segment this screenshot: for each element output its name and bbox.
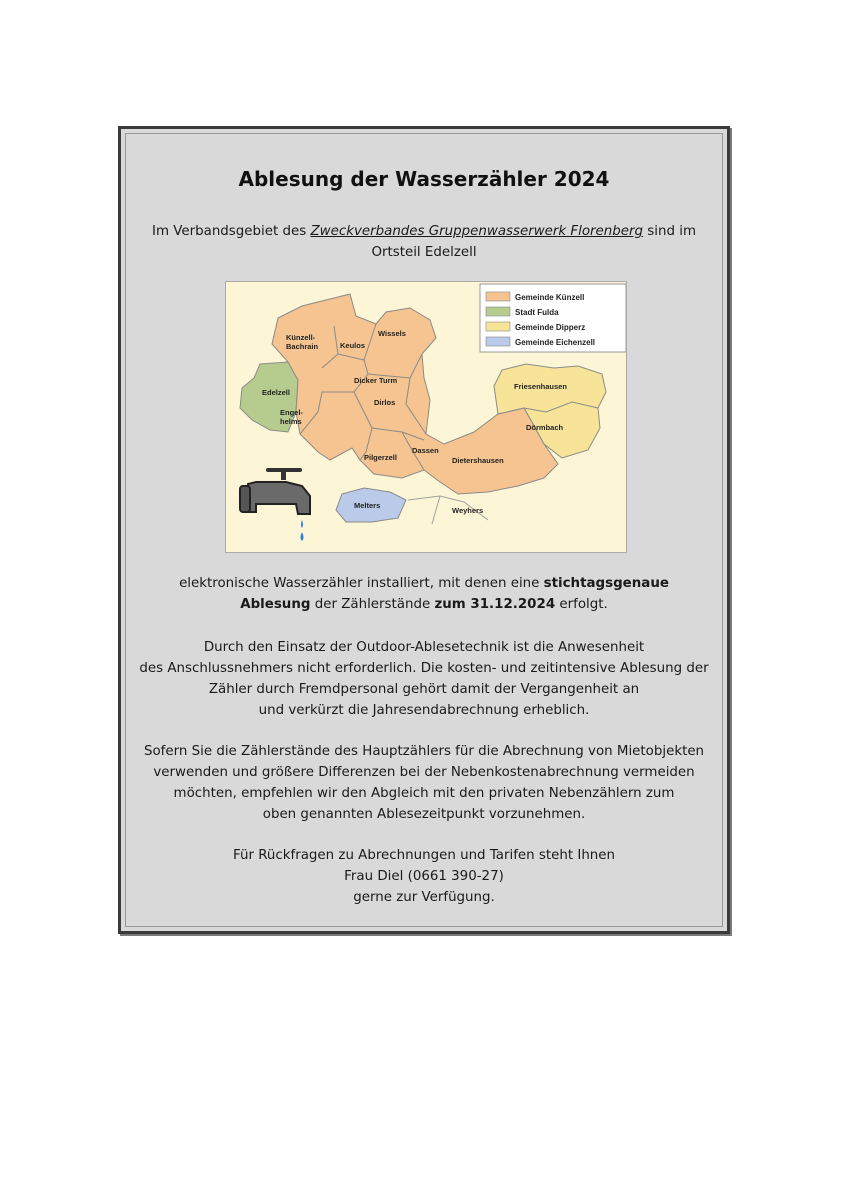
legend-label-kuenzell: Gemeinde Künzell [515,293,585,302]
place-friesenhausen: Friesenhausen [514,382,567,391]
intro-text-post: sind im [643,224,696,239]
legend-swatch-fulda [486,307,510,316]
outdoor-line-2: des Anschlussnehmers nicht erforderlich. Die kosten- und zeitintensive Ablesung der [139,661,709,676]
place-pilgerzell: Pilgerzell [364,453,397,462]
installation-paragraph [127,573,721,615]
installation-line-2 [127,594,721,615]
place-engelhelms-2: helms [280,417,302,426]
place-wissels: Wissels [378,329,406,338]
intro-paragraph [127,221,721,263]
submeter-line-2: verwenden und größere Differenzen bei der Nebenkostenabrechnung vermeiden [153,765,695,780]
installation-text-d: der Zählerstände [310,597,435,612]
contact-line-2: Frau Diel (0661 390-27) [344,869,504,884]
installation-text-e: zum 31.12.2024 [434,597,556,612]
map-legend [480,284,626,352]
place-kuenzell-bachrain-1: Künzell- [286,333,316,342]
submeter-line-3: möchten, empfehlen wir den Abgleich mit den privaten Nebenzählern zum [173,786,675,801]
intro-line-2: Ortsteil Edelzell [371,245,477,260]
contact-paragraph [127,845,721,908]
legend-label-eichenzell: Gemeinde Eichenzell [515,338,596,347]
legend-swatch-eichenzell [486,337,510,346]
legend-swatch-kuenzell [486,292,510,301]
installation-text-b: stichtagsgenaue [543,576,669,591]
intro-line-1 [127,221,721,242]
contact-line-3: gerne zur Verfügung. [353,890,495,905]
intro-text-pre: Im Verbandsgebiet des [152,224,311,239]
submeter-line-1: Sofern Sie die Zählerstände des Hauptzählers für die Abrechnung von Mietobjekten [143,744,705,759]
submeter-line-4: oben genannten Ablesezeitpunkt vorzunehmen. [262,807,586,822]
place-doermbach: Dörmbach [526,423,564,432]
association-link[interactable]: Zweckverbandes Gruppenwasserwerk Florenberg [310,224,644,239]
place-dassen: Dassen [412,446,439,455]
place-engelhelms-1: Engel- [280,408,303,417]
place-edelzell: Edelzell [262,388,290,397]
water-tap-icon [240,468,310,541]
contact-line-1: Für Rückfragen zu Abrechnungen und Tarifen steht Ihnen [232,848,616,863]
legend-label-fulda: Stadt Fulda [515,308,559,317]
notice-frame [118,126,730,934]
place-dirlos: Dirlos [374,398,396,407]
area-map-svg [226,282,626,552]
outdoor-line-4: und verkürzt die Jahresendabrechnung erheblich. [258,703,590,718]
page-title: Ablesung der Wasserzähler 2024 [238,167,610,191]
installation-line-1 [127,573,721,594]
legend-swatch-dipperz [486,322,510,331]
legend-label-dipperz: Gemeinde Dipperz [515,323,586,332]
outdoor-reading-paragraph [127,637,721,721]
installation-text-c: Ablesung [240,597,311,612]
submeter-paragraph [127,741,721,825]
place-melters: Melters [354,501,381,510]
outdoor-line-1: Durch den Einsatz der Outdoor-Ablesetechnik ist die Anwesenheit [203,640,645,655]
place-weyhers: Weyhers [452,506,484,515]
place-kuenzell-bachrain-2: Bachrain [286,342,319,351]
place-keulos: Keulos [340,341,366,350]
installation-text-a: elektronische Wasserzähler installiert, mit denen eine [179,576,544,591]
area-map [225,281,627,553]
installation-text-f: erfolgt. [555,597,608,612]
outdoor-line-3: Zähler durch Fremdpersonal gehört damit der Vergangenheit an [208,682,640,697]
place-dietershausen: Dietershausen [452,456,504,465]
place-dicker-turm: Dicker Turm [354,376,398,385]
